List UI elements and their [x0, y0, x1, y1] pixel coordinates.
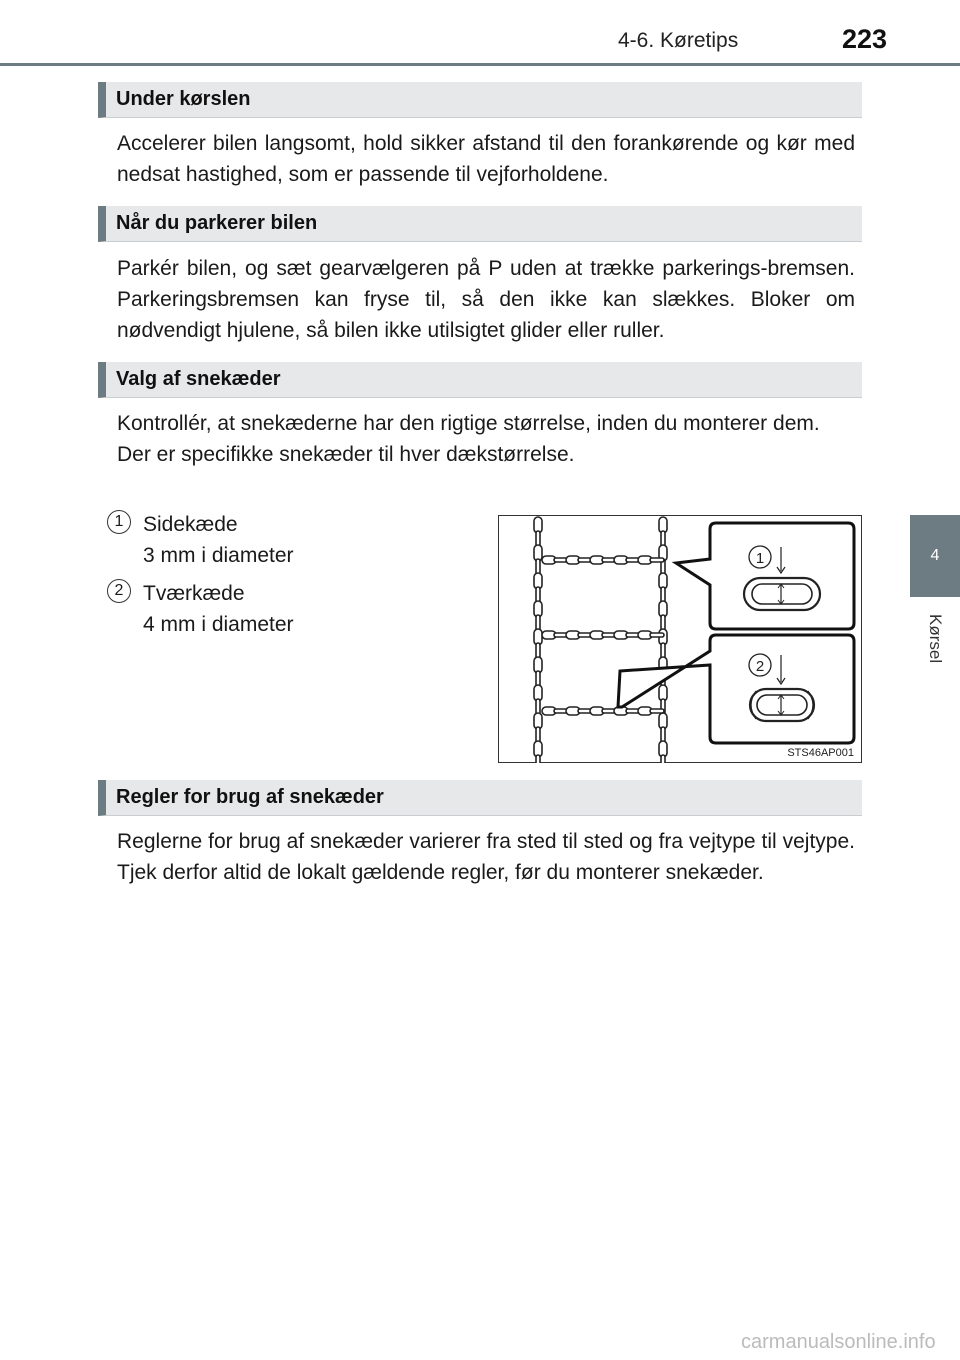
section-body — [117, 826, 855, 888]
section-heading-regler — [98, 780, 862, 816]
section-title: Regler for brug af snekæder — [116, 786, 384, 808]
chain-link — [661, 755, 665, 763]
section-body — [117, 408, 855, 470]
page-number: 223 — [842, 24, 888, 54]
paragraph: Kontrollér, at snekæderne har den rigtige størrelse, inden du monterer dem. — [117, 412, 820, 435]
section-title: Når du parkerer bilen — [116, 212, 318, 234]
section-body — [117, 253, 855, 346]
chain-link — [650, 709, 664, 713]
section-body — [117, 128, 855, 190]
chapter-label: Kørsel — [926, 614, 945, 664]
snow-chain-illustration — [498, 515, 862, 763]
list-item — [143, 509, 294, 571]
item-detail: 3 mm i diameter — [143, 544, 294, 567]
chapter-tab[interactable] — [910, 515, 960, 597]
chapter-number: 4 — [930, 547, 940, 564]
header-rule — [0, 63, 960, 66]
list-item — [143, 578, 294, 640]
paragraph: Reglerne for brug af snekæder varierer fra sted til sted og fra vejtype til vejtype. Tjek derfor altid de lokalt gældende regler, før du monterer snekæder. — [117, 830, 855, 884]
chain-link — [536, 755, 540, 763]
callout-number: 2 — [755, 658, 765, 675]
item-detail: 4 mm i diameter — [143, 613, 294, 636]
paragraph: Der er specifikke snekæder til hver dækstørrelse. — [117, 443, 575, 466]
watermark-text: carmanualsonline.info — [741, 1331, 936, 1353]
running-header-section: 4-6. Køretips — [618, 29, 739, 52]
paragraph: Accelerer bilen langsomt, hold sikker afstand til den forankørende og kør med nedsat hastighed, som er passende til vejforholdene. — [117, 132, 855, 186]
chain-link — [650, 633, 664, 637]
chain-link — [650, 558, 664, 562]
paragraph: Parkér bilen, og sæt gearvælgeren på P uden at trække parkerings-bremsen. Parkeringsbremsen kan fryse til, så den ikke kan slækkes. Bloker om nødvendigt hjulene, så bilen ikke utilsigtet glider eller ruller. — [117, 257, 855, 342]
figure-code: STS46AP001 — [787, 747, 854, 759]
section-heading-valg-af-snekaeder — [98, 362, 862, 398]
item-number-badge: 1 — [107, 510, 131, 534]
section-title: Valg af snekæder — [116, 368, 281, 390]
section-heading-under-koerslen — [98, 82, 862, 118]
item-name: Tværkæde — [143, 582, 245, 605]
item-number-badge: 2 — [107, 579, 131, 603]
item-name: Sidekæde — [143, 513, 238, 536]
section-title: Under kørslen — [116, 88, 251, 110]
section-heading-parkering — [98, 206, 862, 242]
callout-number: 1 — [755, 550, 765, 567]
